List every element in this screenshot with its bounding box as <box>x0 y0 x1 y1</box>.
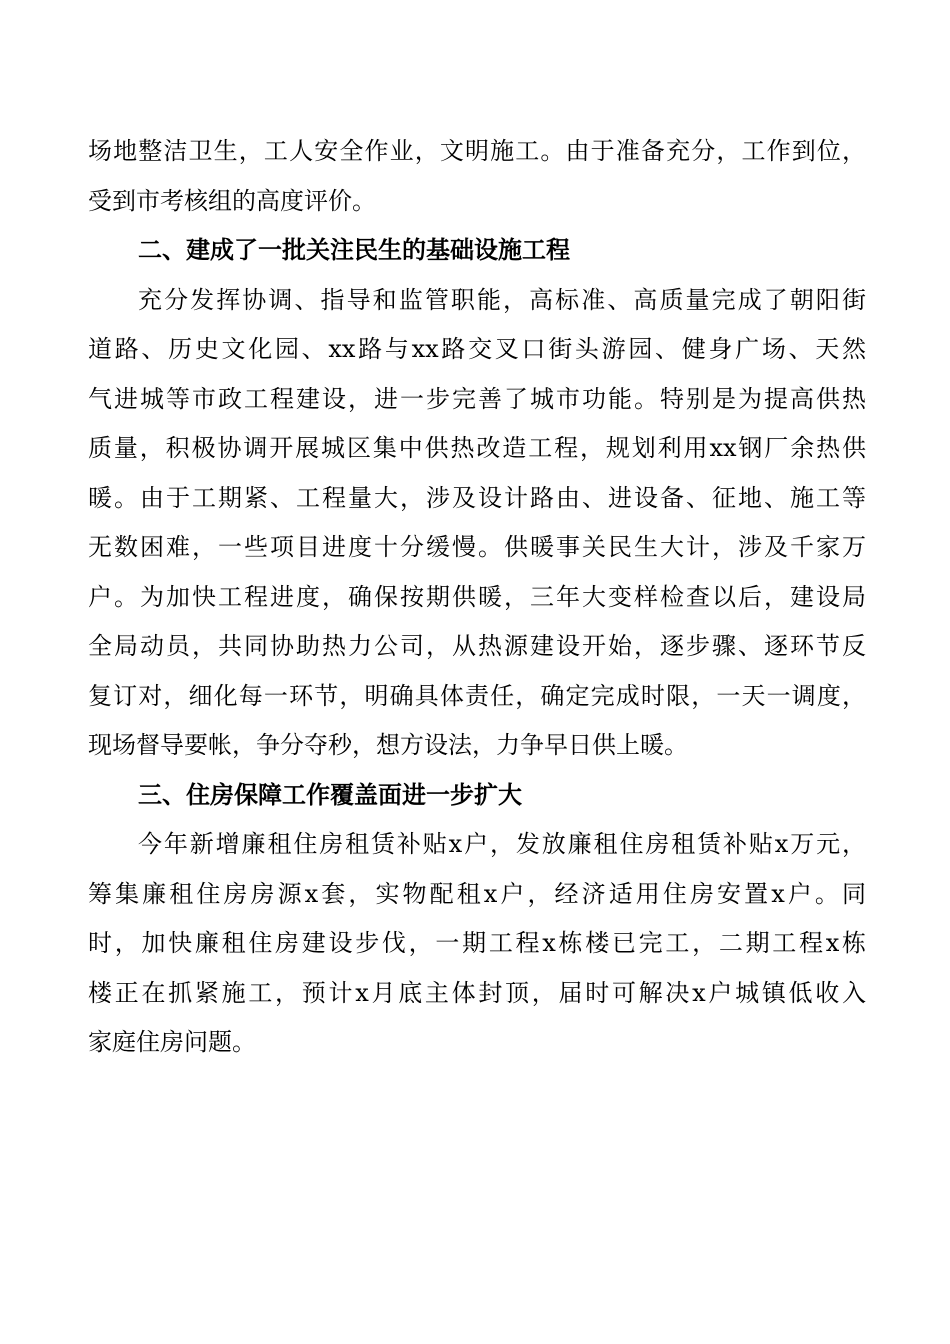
text-line: 无数困难，一些项目进度十分缓慢。供暖事关民生大计，涉及千家万 <box>88 533 866 561</box>
text-line: 场地整洁卫生，工人安全作业，文明施工。由于准备充分，工作到位， <box>88 137 866 165</box>
paragraph-housing <box>88 820 866 1068</box>
text-line: 受到市考核组的高度评价。 <box>88 186 376 215</box>
text-line: 全局动员，共同协助热力公司，从热源建设开始，逐步骤、逐环节反 <box>88 632 866 660</box>
text-line: 气进城等市政工程建设，进一步完善了城市功能。特别是为提高供热 <box>88 384 866 413</box>
text-line: 现场督导要帐，争分夺秒，想方设法，力争早日供上暖。 <box>88 731 688 759</box>
paragraph-infrastructure <box>88 276 866 771</box>
text-line: 暖。由于工期紧、工程量大，涉及设计路由、进设备、征地、施工等 <box>88 483 866 512</box>
text-line: 筹集廉租住房房源x套，实物配租x户，经济适用住房安置x户。同 <box>88 879 866 908</box>
text-line: 复订对，细化每一环节，明确具体责任，确定完成时限，一天一调度， <box>88 681 866 710</box>
section-heading-housing: 三、住房保障工作覆盖面进一步扩大 <box>138 780 522 809</box>
text-line: 家庭住房问题。 <box>88 1028 256 1056</box>
text-line: 质量，积极协调开展城区集中供热改造工程，规划利用xx钢厂余热供 <box>88 434 866 462</box>
text-line: 充分发挥协调、指导和监管职能，高标准、高质量完成了朝阳街 <box>138 285 866 314</box>
document-body <box>88 127 866 1068</box>
text-line: 道路、历史文化园、xx路与xx路交叉口街头游园、健身广场、天然 <box>88 335 866 363</box>
text-line: 楼正在抓紧施工，预计x月底主体封顶，届时可解决x户城镇低收入 <box>88 978 866 1007</box>
text-line: 户。为加快工程进度，确保按期供暖，三年大变样检查以后，建设局 <box>88 582 866 611</box>
text-line: 时，加快廉租住房建设步伐，一期工程x栋楼已完工，二期工程x栋 <box>88 929 866 957</box>
section-heading-infrastructure: 二、建成了一批关注民生的基础设施工程 <box>138 236 570 264</box>
text-line: 今年新增廉租住房租赁补贴x户，发放廉租住房租赁补贴x万元， <box>138 830 866 858</box>
paragraph-site-hygiene <box>88 127 866 226</box>
